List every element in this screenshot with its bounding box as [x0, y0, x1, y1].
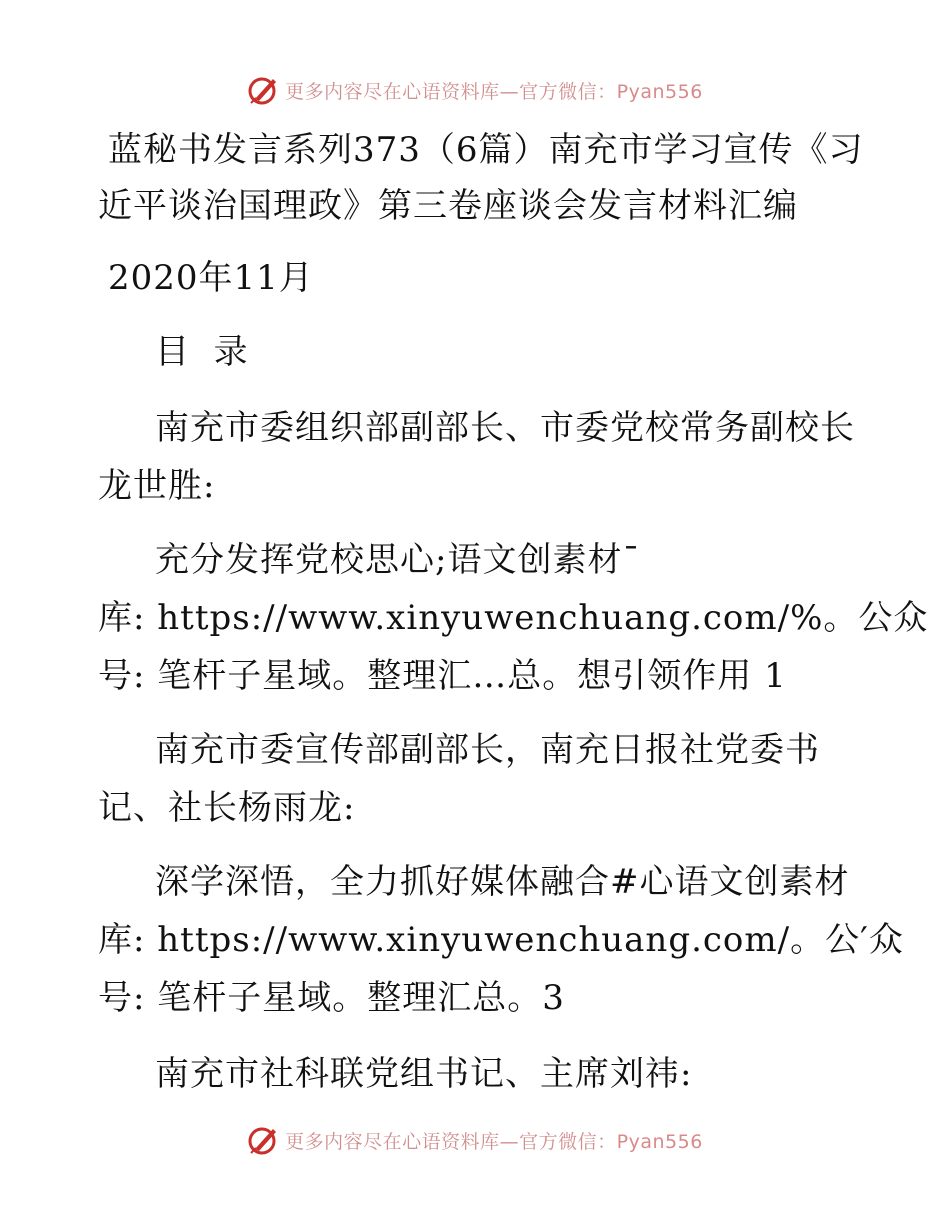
toc-entry-1-topic-line-1: 充分发挥党校思心;语文创素材¯ — [155, 540, 641, 580]
toc-heading: 目 录 — [155, 332, 249, 372]
toc-entry-2-topic-line-3: 号: 笔杆子星域。整理汇总。3 — [98, 978, 565, 1018]
toc-entry-2-topic-line-1: 深学深悟，全力抓好媒体融合#心语文创素材 — [155, 862, 850, 902]
watermark-text: 更多内容尽在心语资料库—官方微信：Pyan556 — [285, 80, 703, 103]
toc-entry-2-speaker-line-1: 南充市委宣传部副部长，南充日报社党委书 — [155, 730, 820, 770]
toc-entry-1-topic-line-3: 号: 笔杆子星域。整理汇…总。想引领作用 1 — [98, 656, 787, 696]
toc-entry-3-speaker-line-1: 南充市社科联党组书记、主席刘祎: — [155, 1054, 693, 1094]
watermark-text: 更多内容尽在心语资料库—官方微信：Pyan556 — [285, 1130, 703, 1153]
toc-entry-1-topic-line-2: 库: https://www.xinyuwenchuang.com/%。公众 — [98, 598, 929, 638]
quill-logo-icon — [247, 73, 281, 107]
document-date: 2020年11月 — [108, 258, 314, 298]
toc-entry-2-speaker-line-2: 记、社长杨雨龙: — [98, 788, 356, 828]
header-watermark — [0, 70, 950, 110]
footer-watermark — [0, 1120, 950, 1160]
toc-entry-1-speaker-line-2: 龙世胜: — [98, 466, 216, 506]
document-title-line-1: 蓝秘书发言系列373（6篇）南充市学习宣传《习 — [108, 130, 864, 170]
document-title-line-2: 近平谈治国理政》第三卷座谈会发言材料汇编 — [98, 186, 798, 226]
toc-entry-2-topic-line-2: 库: https://www.xinyuwenchuang.com/。公′众 — [98, 920, 904, 960]
toc-entry-1-speaker-line-1: 南充市委组织部副部长、市委党校常务副校长 — [155, 408, 855, 448]
quill-logo-icon — [247, 1123, 281, 1157]
